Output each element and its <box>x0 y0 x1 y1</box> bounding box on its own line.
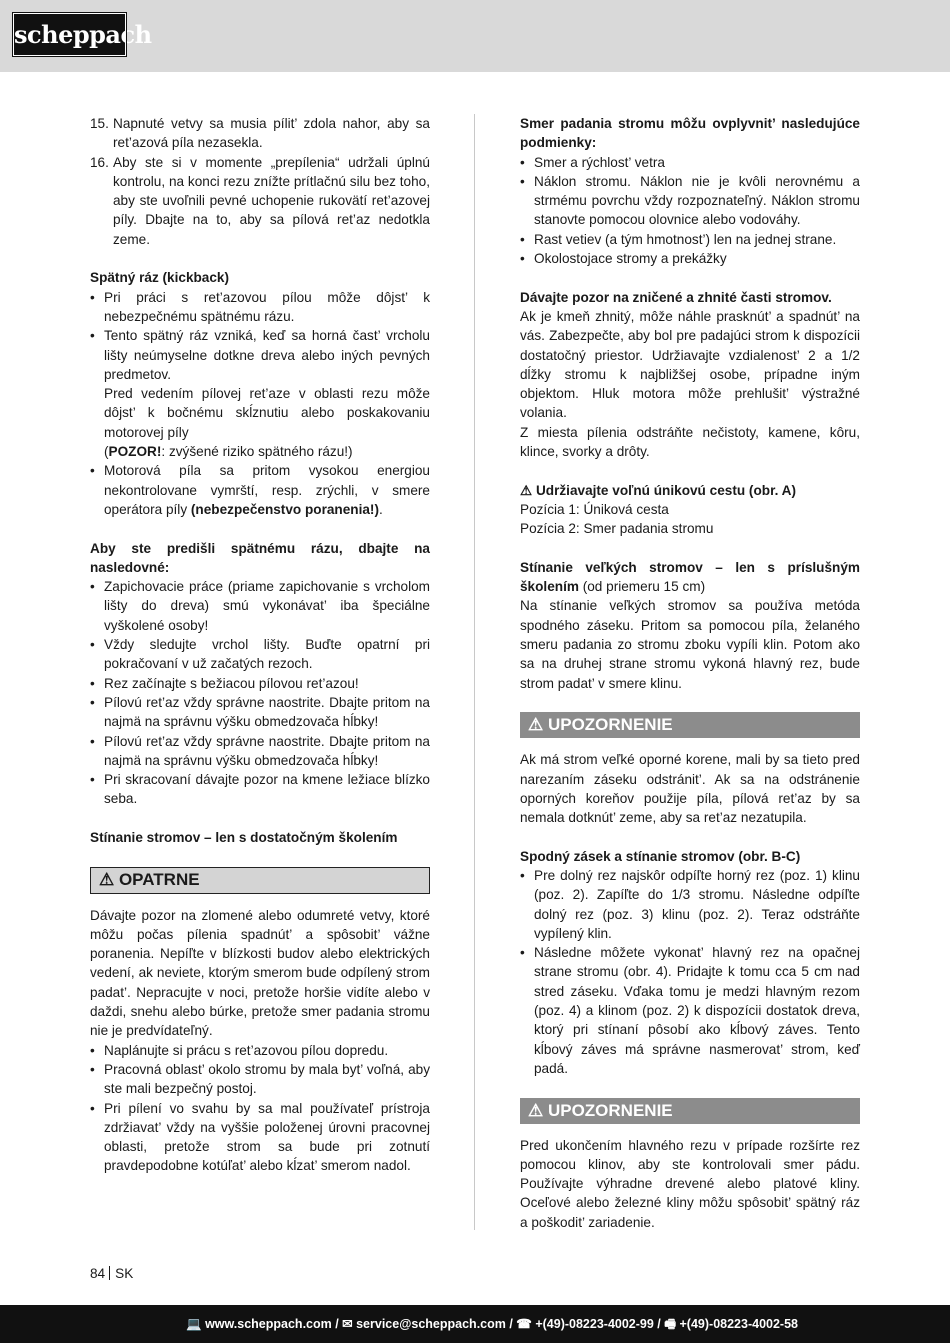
item-text: Napnuté vetvy sa musia pílit’ zdola nahor, aby sa ret’azová píla nezasekla. <box>113 116 430 151</box>
warning-box-1: ⚠ UPOZORNENIE <box>520 712 860 738</box>
contact-footer: 💻 www.scheppach.com / ✉ service@scheppach.com / ☎ +(49)-08223-4002-99 / 🖷 +(49)-08223-4002-58 <box>0 1305 950 1343</box>
avoid-kickback-heading: Aby ste predišli spätnému rázu, dbajte na nasledovné: <box>90 540 430 575</box>
avoid-item: • Zapichovacie práce (priame zapichovanie s vrcholom lišty do dreva) smú vykonávat’ iba špeciálne vyškolené osoby! <box>90 579 430 633</box>
rotten-parts-text-2: Z miesta pílenia odstráňte nečistoty, kamene, kôru, klince, svorky a drôty. <box>520 424 860 460</box>
large-trees-text: Na stínanie veľkých stromov sa používa metóda spodného záseku. Pritom sa pomocou píla, želaného smeru padania zo stromu zboku vypíli klin. Potom ako sa na druhej strane stromu vykoná hlavný rez, bude strom padat’ v smere klinu. <box>520 598 860 691</box>
item-number: 16. <box>90 154 109 170</box>
fall-direction-item: • Smer a rýchlost’ vetra <box>520 154 665 170</box>
notch-item: • Následne môžete vykonat’ hlavný rez na opačnej strane stromu (obr. 4). Pridajte k tomu cca 5 cm nad stred záseku. Vďaka tomu je medzi hlavným rezom (poz. 4) a klinom (poz. 2) k dispozícii dostatok dreva, ktorý pri stínaní pôsobí ako kĺbový záves. Tento kĺbový záves má správne nasmerovat’ strom, keď padá. <box>520 945 860 1076</box>
notch-item: • Pre dolný rez najskôr odpíľte horný rez (poz. 1) klinu (poz. 2). Zapíľte do 1/3 stromu. Následne odpíľte dolný rez (poz. 3) klinu (poz. 2). Teraz odstráňte vypílený klin. <box>520 867 860 941</box>
fall-direction-heading: Smer padania stromu môžu ovplyvnit’ nasledujúce podmienky: <box>520 116 860 151</box>
kickback-bullet-2-continuation: Pred vedením pílovej ret’aze v oblasti rezu môže dôjst’ k bočnému skĺznutiu alebo poskakovaniu motorovej píly <box>104 386 430 440</box>
rotten-parts-heading: Dávajte pozor na zničené a zhnité časti stromov. <box>520 289 832 305</box>
escape-position-1: Pozícia 1: Úniková cesta <box>520 501 669 517</box>
fall-direction-item: • Okolostojace stromy a prekážky <box>520 251 727 267</box>
avoid-item: • Vždy sledujte vrchol lišty. Buďte opatrní pri pokračovaní v už začatých rezoch. <box>90 637 430 672</box>
page-number: 84 SK <box>90 1266 134 1281</box>
scheppach-logo: scheppach <box>13 13 126 56</box>
notch-heading: Spodný zásek a stínanie stromov (obr. B-C) <box>520 848 801 864</box>
column-divider <box>474 114 475 1230</box>
numbered-item-16 <box>90 153 430 249</box>
kickback-warning-line: (POZOR!: zvýšené riziko spätného rázu!) <box>104 444 353 460</box>
left-column <box>90 114 430 1176</box>
numbered-item-15 <box>90 114 430 153</box>
caution-item: • Pri pílení vo svahu by sa mal používateľ prístroja zdržiavat’ vždy na vyššie položenej úrovni pracovnej oblasti, pretože strom sa bude pri zotnutí pravdepodobne kotúľat’ alebo kĺzat’ smerom nadol. <box>90 1100 430 1174</box>
kickback-bullet-2: • Tento spätný ráz vzniká, keď sa horná čast’ vrcholu lišty neúmyselne dotkne dreva alebo iných pevných predmetov. <box>90 328 430 382</box>
avoid-item: • Pílovú ret’az vždy správne naostrite. Dbajte pritom na najmä na správnu výšku obmedzovača hĺbky! <box>90 694 430 730</box>
large-trees-heading: Stínanie veľkých stromov – len s príslušným školením (od priemeru 15 cm) <box>520 559 860 595</box>
right-column <box>520 114 860 1232</box>
header-bar <box>0 0 950 72</box>
escape-route-heading: ⚠ Udržiavajte voľnú únikovú cestu (obr. A) <box>520 482 796 498</box>
caution-item: • Naplánujte si prácu s ret’azovou pílou dopredu. <box>90 1042 389 1058</box>
avoid-item: • Rez začínajte s bežiacou pílovou ret’azou! <box>90 675 359 691</box>
item-text: Aby ste si v momente „prepílenia“ udržali úplnú kontrolu, na konci rezu znížte prítlačnú silu bez toho, aby ste uvoľnili pevné uchopenie rukovätí ret’azovej píly. Dbajte na to, aby sa pílová ret’az nedotkla zeme. <box>113 154 430 247</box>
kickback-bullet-1: • Pri práci s ret’azovou pílou môže dôjst’ k nebezpečnému spätnému rázu. <box>90 289 430 324</box>
kickback-bullet-3: • Motorová píla sa pritom vysokou energiou nekontrolovane vymrští, resp. zrýchli, v smere operátora píly (nebezpečenstvo poranenia!). <box>90 463 430 517</box>
kickback-heading: Spätný ráz (kickback) <box>90 270 230 286</box>
avoid-item: • Pílovú ret’az vždy správne naostrite. Dbajte pritom na najmä na správnu výšku obmedzovača hĺbky! <box>90 733 430 768</box>
caution-box: ⚠ OPATRNE <box>90 867 430 894</box>
caution-text: Dávajte pozor na zlomené alebo odumreté vetvy, ktoré môžu počas pílenia spadnút’ a spôsobit’ vážne poranenia. Nepíľte v blízkosti budov alebo elektrických vedení, ak neviete, ktorým smerom bude odpílený strom padat’. Nepracujte v noci, pretože horšie vidíte alebo v daždi, snehu alebo búrke, pretože smer padania stromu nie je predvídateľný. <box>90 907 430 1039</box>
caution-item: • Pracovná oblast’ okolo stromu by mala byt’ voľná, aby ste mali bezpečný postoj. <box>90 1061 430 1097</box>
warning-text-1: Ak má strom veľké oporné korene, mali by sa tieto pred narezaním záseku odstránit’. Ak sa na odstránenie oporných koreňov použije píla, pílová ret’az by sa nemala dotknút’ zeme, aby sa ret’az nezatupila. <box>520 752 860 826</box>
warning-text-2: Pred ukončením hlavného rezu v prípade rozšírte rez pomocou klinov, aby ste kontrolovali smer pádu. Používajte výhradne drevené alebo platové kliny. Oceľové alebo železné kliny môžu spôsobit’ spätný ráz a poškodit’ zariadenie. <box>520 1137 860 1230</box>
warning-box-2: ⚠ UPOZORNENIE <box>520 1098 860 1124</box>
rotten-parts-text: Ak je kmeň zhnitý, môže náhle prasknút’ a spadnút’ na vás. Zabezpečte, aby bol pre padajúci strom k dispozícii dostatočný priestor. Udržiavajte vzdialenost’ 2 a 1/2 dĺžky stromu k najbližšej osobe, prípadne iným objektom. Hluk motora môže prehlušit’ výstražné volania. <box>520 308 860 421</box>
felling-heading: Stínanie stromov – len s dostatočným školením <box>90 829 398 845</box>
fall-direction-item: • Náklon stromu. Náklon nie je kvôli nerovnému a strmému povrchu vždy rozpoznateľný. Náklon stromu stanovte pomocou olovnice alebo vodováhy. <box>520 173 860 228</box>
fall-direction-item: • Rast vetiev (a tým hmotnost’) len na jednej strane. <box>520 231 837 247</box>
avoid-item: • Pri skracovaní dávajte pozor na kmene ležiace blízko seba. <box>90 772 430 807</box>
item-number: 15. <box>90 116 109 131</box>
escape-position-2: Pozícia 2: Smer padania stromu <box>520 521 714 537</box>
